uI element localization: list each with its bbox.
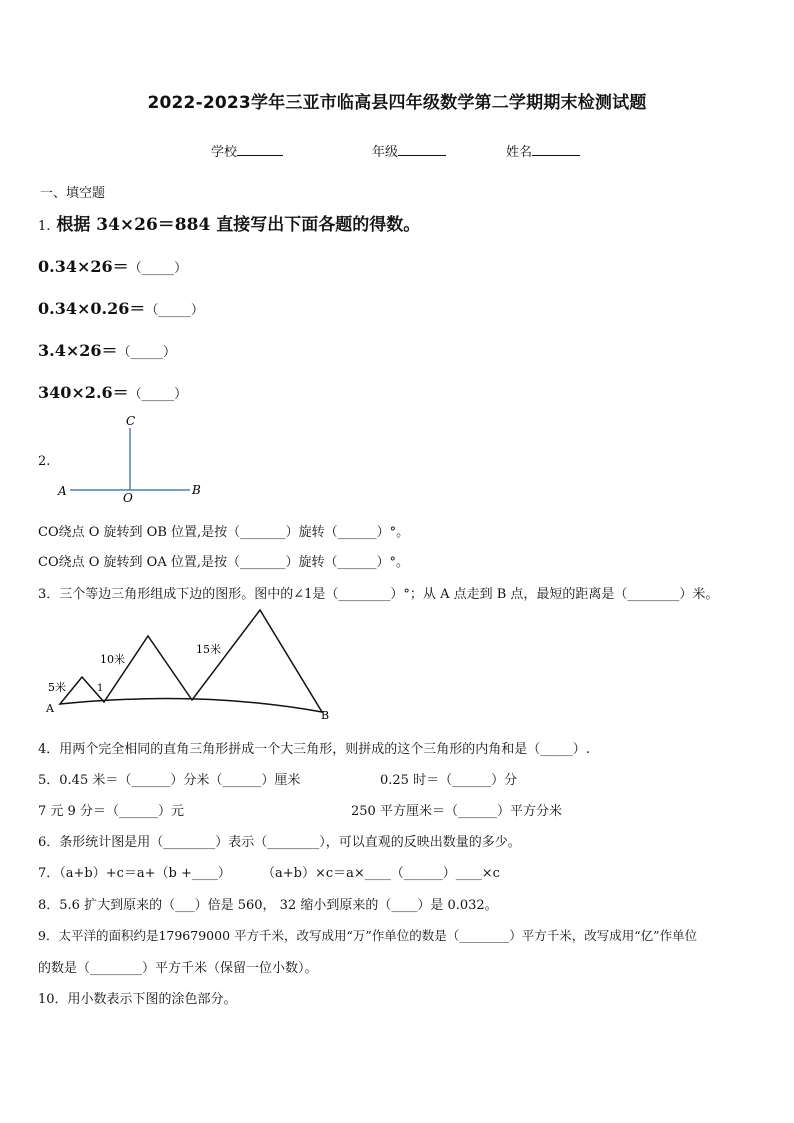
q1-answer: （_____） (128, 261, 188, 276)
q2-line1: CO绕点 O 旋转到 OB 位置,是按（_______）旋转（______）°。 (38, 525, 410, 540)
q1-expr: 340×2.6＝ (38, 383, 129, 402)
rotation-figure (50, 410, 220, 510)
q2-line2: CO绕点 O 旋转到 OA 位置,是按（_______）旋转（______）°。 (38, 555, 409, 570)
q6-text: 6．条形统计图是用（________）表示（________），可以直观的反映出数量的多少。 (38, 835, 521, 850)
school-label: 学校 (211, 145, 238, 160)
q8-text: 8．5.6 扩大到原来的（___）倍是 560， 32 缩小到原来的（____）是 0.032。 (38, 898, 498, 913)
q9-line1: 9．太平洋的面积约是179679000 平方千米，改写成用“万”作单位的数是（________）平方千米，改写成用“亿”作单位 (38, 928, 698, 943)
school-blank (237, 143, 283, 156)
q1-heading (38, 210, 420, 235)
name-blank (532, 143, 580, 156)
grade-field (372, 141, 446, 160)
label-15m: 15米 (196, 643, 221, 656)
label-o: O (123, 491, 133, 505)
q9-line2: 的数是（________）平方千米（保留一位小数）。 (38, 961, 318, 976)
q1-item (38, 380, 187, 403)
q1-item (38, 296, 204, 319)
name-label: 姓名 (506, 145, 533, 160)
label-c: C (126, 414, 136, 428)
section-heading: 一、填空题 (40, 186, 106, 201)
q7-part-a: 7．（a+b）+c＝a+（b +____） (38, 866, 231, 881)
q5-part-b: 0.25 时＝（______）分 (380, 773, 518, 788)
q1-number: 1. (38, 219, 51, 234)
q1-answer: （_____） (145, 303, 204, 318)
label-10m: 10米 (100, 653, 125, 666)
q1-prompt: 根据 34×26＝884 直接写出下面各题的得数。 (56, 215, 421, 235)
q5-part-a: 5．0.45 米＝（______）分米（______）厘米 (38, 773, 301, 788)
q1-answer: （_____） (117, 345, 177, 360)
q3-text: 3．三个等边三角形组成下边的图形。图中的∠1是（________）°；从 A 点走到 B 点，最短的距离是（________）米。 (38, 587, 719, 602)
q5-part-d: 250 平方厘米＝（______）平方分米 (351, 804, 562, 819)
q1-expr: 0.34×0.26＝ (38, 299, 146, 318)
q1-item (38, 338, 176, 361)
label-angle-1: 1 (97, 683, 104, 694)
q1-item (38, 254, 187, 277)
triangles-figure (40, 602, 340, 722)
label-a: A (46, 702, 54, 715)
q4-text: 4．用两个完全相同的直角三角形拼成一个大三角形，则拼成的这个三角形的内角和是（_____）. (38, 742, 590, 757)
name-field (506, 141, 580, 160)
q1-answer: （_____） (128, 387, 188, 402)
q5-part-c: 7 元 9 分＝（______）元 (38, 804, 184, 819)
label-b: B (321, 709, 330, 722)
grade-blank (398, 143, 446, 156)
q1-expr: 3.4×26＝ (38, 341, 118, 360)
label-a: A (58, 484, 67, 498)
grade-label: 年级 (372, 145, 399, 160)
school-field (211, 141, 283, 160)
label-5m: 5米 (48, 681, 66, 694)
label-b: B (192, 483, 201, 497)
page-title: 2022-2023学年三亚市临高县四年级数学第二学期期末检测试题 (147, 93, 647, 113)
q7-part-b: （a+b）×c＝a×____（______）____×c (262, 866, 500, 881)
q1-expr: 0.34×26＝ (38, 257, 129, 276)
q2-number: 2. (38, 454, 51, 469)
q10-text: 10．用小数表示下图的涂色部分。 (38, 992, 237, 1007)
